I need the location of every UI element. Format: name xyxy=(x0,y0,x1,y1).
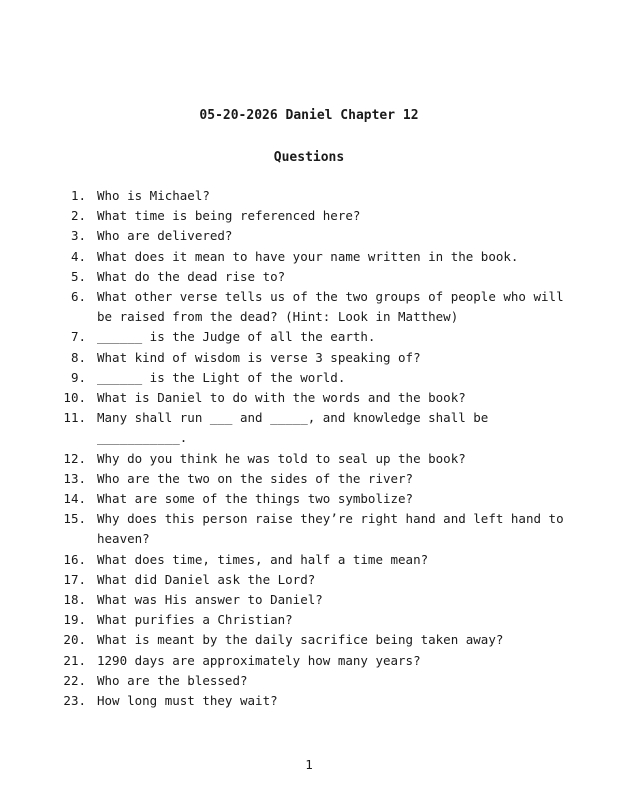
question-item xyxy=(0,348,618,368)
question-item xyxy=(0,206,618,226)
question-number: 22. xyxy=(63,672,86,688)
question-number: 2. xyxy=(70,208,86,224)
question-text: What kind of wisdom is verse 3 speaking of? xyxy=(97,349,421,365)
question-text: How long must they wait? xyxy=(97,693,278,709)
question-item xyxy=(0,226,618,246)
question-text: Who are delivered? xyxy=(97,228,233,244)
question-item xyxy=(0,489,618,509)
question-number: 1. xyxy=(70,188,86,203)
question-item xyxy=(0,671,618,691)
question-number: 3. xyxy=(70,228,86,244)
question-number: 11. xyxy=(63,410,86,426)
question-number: 23. xyxy=(63,693,86,709)
question-number: 20. xyxy=(63,632,86,648)
question-item xyxy=(0,267,618,287)
question-number: 14. xyxy=(63,491,86,507)
question-number: 15. xyxy=(63,511,86,527)
question-text: Who are the two on the sides of the river? xyxy=(97,470,414,486)
question-item xyxy=(0,570,618,590)
question-number: 21. xyxy=(63,652,86,668)
question-number: 17. xyxy=(63,571,86,587)
question-item xyxy=(0,651,618,671)
question-item xyxy=(0,287,618,327)
question-item xyxy=(0,368,618,388)
question-text: Why do you think he was told to seal up the book? xyxy=(97,450,466,466)
question-item xyxy=(0,388,618,408)
question-item xyxy=(0,186,618,206)
question-number: 12. xyxy=(63,450,86,466)
question-number: 18. xyxy=(63,592,86,608)
question-item xyxy=(0,327,618,347)
question-number: 16. xyxy=(63,551,86,567)
page-number: 1 xyxy=(305,757,313,772)
question-text: What does it mean to have your name written in the book. xyxy=(97,248,519,264)
question-number: 7. xyxy=(70,329,86,345)
question-text: What is Daniel to do with the words and the book? xyxy=(97,390,466,406)
question-text: 1290 days are approximately how many years? xyxy=(97,652,421,668)
question-item xyxy=(0,590,618,610)
question-text: What other verse tells us of the two groups of people who will be raised from the dead? (Hint: Look in Matthew) xyxy=(97,289,572,325)
question-number: 13. xyxy=(63,470,86,486)
question-text: What time is being referenced here? xyxy=(97,208,361,224)
question-text: What do the dead rise to? xyxy=(97,268,286,284)
question-text: What does time, times, and half a time mean? xyxy=(97,551,429,567)
question-text: Who is Michael? xyxy=(97,188,210,203)
question-text: What purifies a Christian? xyxy=(97,612,293,628)
document-title: 05-20-2026 Daniel Chapter 12 xyxy=(199,108,419,123)
question-text: ______ is the Light of the world. xyxy=(97,369,346,385)
question-item xyxy=(0,408,618,448)
question-list xyxy=(0,186,618,710)
question-item xyxy=(0,610,618,630)
question-text: ______ is the Judge of all the earth. xyxy=(97,329,376,345)
question-text: Why does this person raise they’re right hand and left hand to heaven? xyxy=(97,511,572,547)
question-item xyxy=(0,691,618,710)
question-text: What did Daniel ask the Lord? xyxy=(97,571,316,587)
question-number: 4. xyxy=(70,248,86,264)
question-number: 6. xyxy=(70,289,86,305)
question-item xyxy=(0,630,618,650)
question-item xyxy=(0,247,618,267)
question-item xyxy=(0,550,618,570)
section-heading: Questions xyxy=(273,150,345,165)
question-number: 8. xyxy=(70,349,86,365)
question-text: What is meant by the daily sacrifice being taken away? xyxy=(97,632,504,648)
question-text: Who are the blessed? xyxy=(97,672,248,688)
question-item xyxy=(0,449,618,469)
question-number: 9. xyxy=(70,369,86,385)
question-text: What are some of the things two symbolize? xyxy=(97,491,414,507)
question-text: Many shall run ___ and _____, and knowledge shall be ___________. xyxy=(97,410,496,446)
question-item xyxy=(0,469,618,489)
question-number: 10. xyxy=(63,390,86,406)
question-text: What was His answer to Daniel? xyxy=(97,592,323,608)
question-number: 5. xyxy=(70,268,86,284)
question-item xyxy=(0,509,618,549)
questions-region xyxy=(0,186,618,710)
question-number: 19. xyxy=(63,612,86,628)
